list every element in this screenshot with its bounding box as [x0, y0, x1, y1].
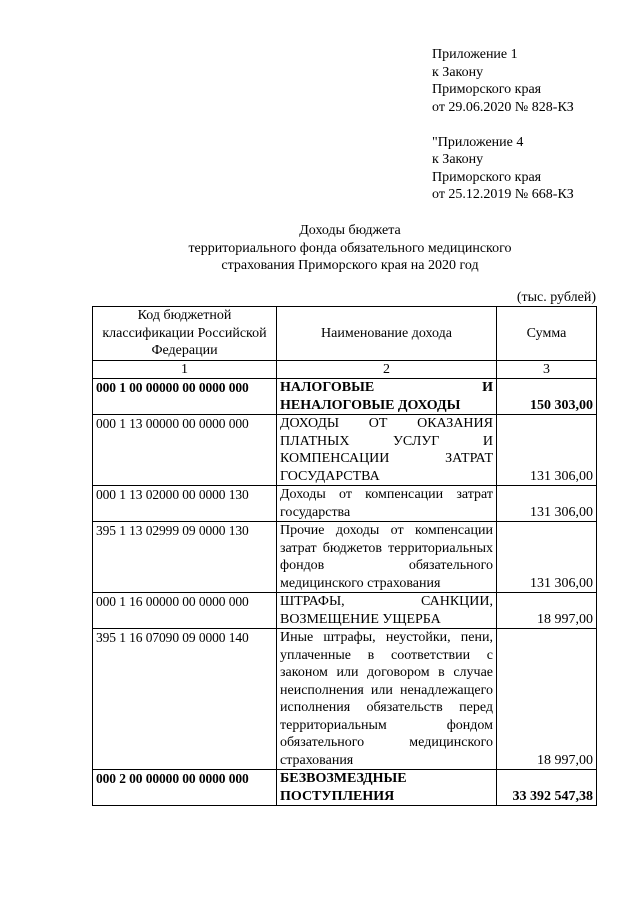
row-code: 000 1 16 00000 00 0000 000 [93, 593, 277, 629]
table-row [93, 770, 597, 806]
row-name: НАЛОГОВЫЕ И НЕНАЛОГОВЫЕ ДОХОДЫ [277, 379, 497, 415]
header-name: Наименование дохода [277, 307, 497, 361]
row-name: Доходы от компенсации затрат государства [277, 486, 497, 522]
row-amount: 131 306,00 [497, 415, 597, 486]
annex-4-line: Приморского края [432, 169, 542, 185]
row-code: 395 1 13 02999 09 0000 130 [93, 522, 277, 593]
annex-4-line: от 25.12.2019 № 668-КЗ [432, 187, 574, 202]
annex-1-line: к Закону [432, 64, 484, 80]
table-row [93, 415, 597, 486]
table-row [93, 486, 597, 522]
column-number: 1 [93, 360, 277, 379]
annex-4-line: "Приложение 4 [432, 134, 524, 150]
title-line: страхования Приморского края на 2020 год [221, 258, 479, 273]
title-line: Доходы бюджета [299, 223, 401, 238]
table-row [93, 593, 597, 629]
row-amount: 18 997,00 [497, 629, 597, 770]
row-amount: 131 306,00 [497, 522, 597, 593]
row-amount: 18 997,00 [497, 593, 597, 629]
annex-1-line: Приложение 1 [432, 47, 518, 62]
row-amount: 150 303,00 [497, 379, 597, 415]
row-amount: 131 306,00 [497, 486, 597, 522]
title-line: территориального фонда обязательного медицинского [188, 240, 512, 256]
row-amount: 33 392 547,38 [497, 770, 597, 806]
annex-1-line: Приморского края [432, 82, 542, 97]
annex-1-reference [432, 46, 632, 204]
row-code: 000 1 13 00000 00 0000 000 [93, 415, 277, 486]
annex-1-line: от 29.06.2020 № 828-КЗ [432, 99, 574, 115]
table-header-row [93, 307, 597, 361]
column-number: 2 [277, 360, 497, 379]
column-number: 3 [497, 360, 597, 379]
revenue-table [92, 306, 597, 806]
table-row [93, 629, 597, 770]
row-name: БЕЗВОЗМЕЗДНЫЕ ПОСТУПЛЕНИЯ [277, 770, 497, 806]
row-name: ДОХОДЫ ОТ ОКАЗАНИЯ ПЛАТНЫХ УСЛУГ И КОМПЕНСАЦИИ ЗАТРАТ ГОСУДАРСТВА [277, 415, 497, 486]
table-row [93, 379, 597, 415]
table-row [93, 522, 597, 593]
header-amount: Сумма [497, 307, 597, 361]
unit-label: (тыс. рублей) [516, 290, 596, 305]
row-name: Иные штрафы, неустойки, пени, уплаченные в соответствии с законом или договором в случае неисполнения или ненадлежащего исполнения обязательств перед территориальным фондом обязательного медицинского страхования [277, 629, 497, 770]
row-code: 395 1 16 07090 09 0000 140 [93, 629, 277, 770]
header-code: Код бюджетной классификации Российской Федерации [93, 307, 277, 361]
row-name: ШТРАФЫ, САНКЦИИ, ВОЗМЕЩЕНИЕ УЩЕРБА [277, 593, 497, 629]
spacer [432, 116, 632, 134]
row-code: 000 1 13 02000 00 0000 130 [93, 486, 277, 522]
document-title [90, 222, 610, 275]
annex-4-line: к Закону [432, 152, 484, 167]
row-code: 000 2 00 00000 00 0000 000 [93, 770, 277, 806]
row-code: 000 1 00 00000 00 0000 000 [93, 379, 277, 415]
row-name: Прочие доходы от компенсации затрат бюджетов территориальных фондов обязательного медицинского страхования [277, 522, 497, 593]
column-number-row [93, 360, 597, 379]
